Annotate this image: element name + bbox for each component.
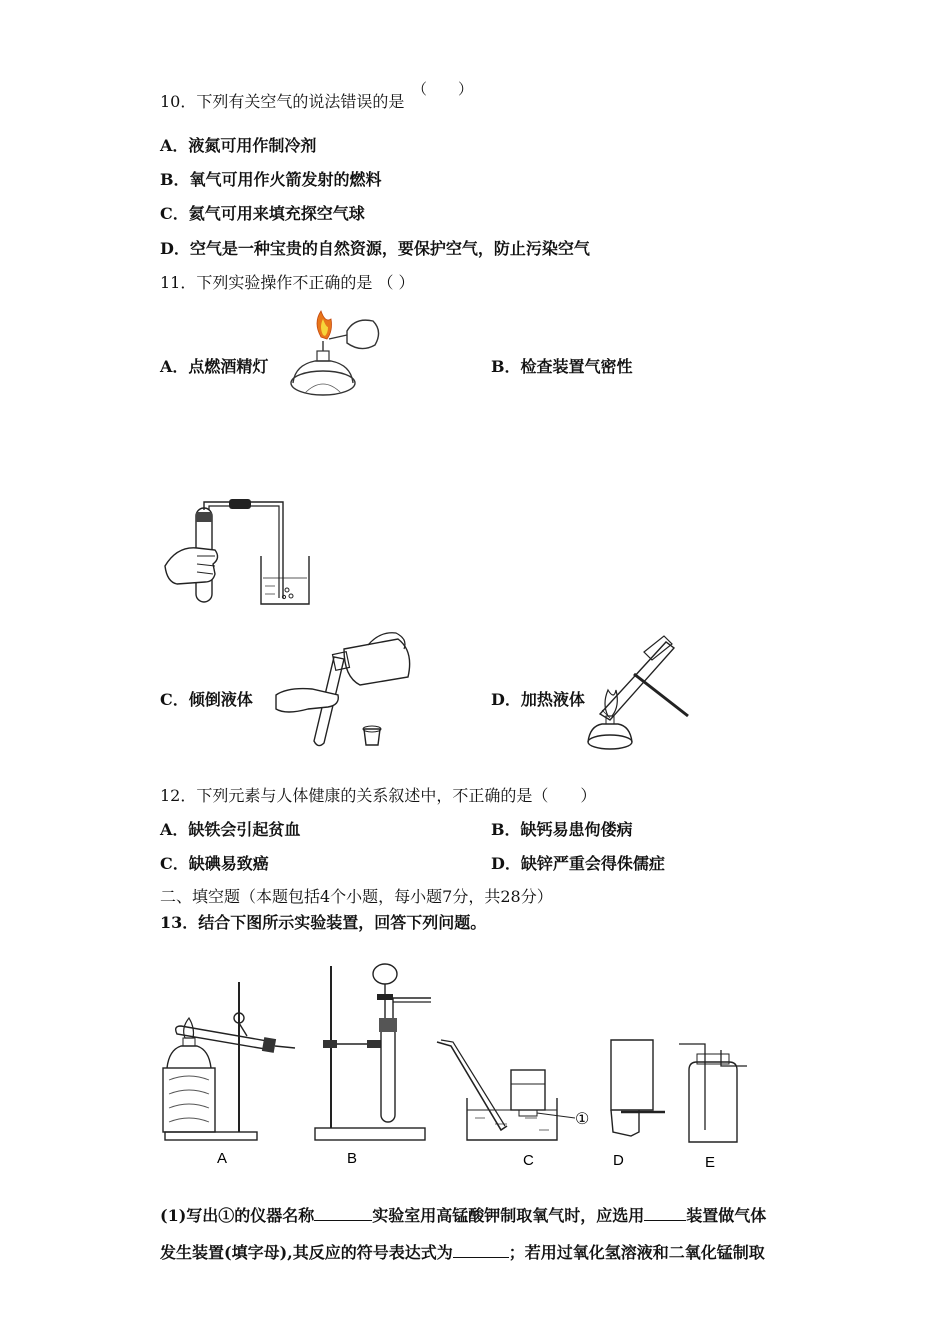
q12-option-b: B．缺钙易患佝偻病 xyxy=(491,820,633,839)
label-a: A xyxy=(217,1150,228,1167)
q10-option-b: B．氧气可用作火箭发射的燃料 xyxy=(160,170,382,189)
answer-blank-1[interactable] xyxy=(314,1204,372,1221)
q13-line2-text1: 发生装置(填字母),其反应的符号表达式为 xyxy=(160,1243,453,1262)
label-e: E xyxy=(705,1154,716,1171)
q13-line-2 xyxy=(160,1241,765,1263)
label-d: D xyxy=(613,1152,624,1169)
q10-paren-open: （ xyxy=(412,80,428,98)
q10-option-c: C．氦气可用来填充探空气球 xyxy=(160,204,365,223)
q13-line1-text3: 装置做气体 xyxy=(686,1206,767,1225)
q11-option-c: C．倾倒液体 xyxy=(160,690,253,709)
answer-blank-2[interactable] xyxy=(644,1204,686,1221)
section-title: 二、填空题（本题包括4个小题，每小题7分，共28分） xyxy=(160,887,553,906)
label-c: C xyxy=(523,1152,534,1169)
q12-option-c: C．缺碘易致癌 xyxy=(160,854,269,873)
figure-pouring-liquid xyxy=(268,625,428,755)
q11-option-a: A．点燃酒精灯 xyxy=(160,357,269,376)
q11-stem: 11．下列实验操作不正确的是 （ ） xyxy=(160,273,415,292)
q12-option-d: D．缺锌严重会得侏儒症 xyxy=(491,854,665,873)
q13-line1-text1: (1)写出①的仪器名称 xyxy=(160,1206,315,1225)
q10-paren-close: ） xyxy=(458,80,474,98)
figure-lab-apparatus xyxy=(155,960,765,1180)
apparatus-c xyxy=(437,1040,589,1140)
q10-option-d: D．空气是一种宝贵的自然资源，要保护空气，防止污染空气 xyxy=(160,239,590,258)
q11-option-b: B．检查装置气密性 xyxy=(491,357,633,376)
apparatus-e xyxy=(679,1044,747,1142)
q13-stem: 13．结合下图所示实验装置，回答下列问题。 xyxy=(160,913,487,932)
q12-stem: 12．下列元素与人体健康的关系叙述中，不正确的是（ ） xyxy=(160,786,597,805)
q13-line2-text2: ；若用过氧化氢溶液和二氧化锰制取 xyxy=(508,1243,765,1262)
q10-option-a: A．液氮可用作制冷剂 xyxy=(160,136,317,155)
q11-option-d: D．加热液体 xyxy=(491,690,585,709)
figure-heating-liquid xyxy=(580,628,695,753)
q13-line-1 xyxy=(160,1204,766,1226)
apparatus-d xyxy=(611,1040,665,1136)
label-b: B xyxy=(347,1150,358,1167)
q13-line1-text2: 实验室用高锰酸钾制取氧气时，应选用 xyxy=(372,1206,645,1225)
apparatus-b xyxy=(315,964,431,1140)
figure-airtightness-check xyxy=(163,498,313,608)
q12-option-a: A．缺铁会引起贫血 xyxy=(160,820,301,839)
apparatus-a xyxy=(163,982,295,1140)
figure-lighting-alcohol-lamp xyxy=(285,305,385,405)
q10-stem: 10．下列有关空气的说法错误的是 xyxy=(160,92,405,111)
apparatus-marker: ① xyxy=(575,1109,590,1128)
answer-blank-3[interactable] xyxy=(453,1241,509,1258)
